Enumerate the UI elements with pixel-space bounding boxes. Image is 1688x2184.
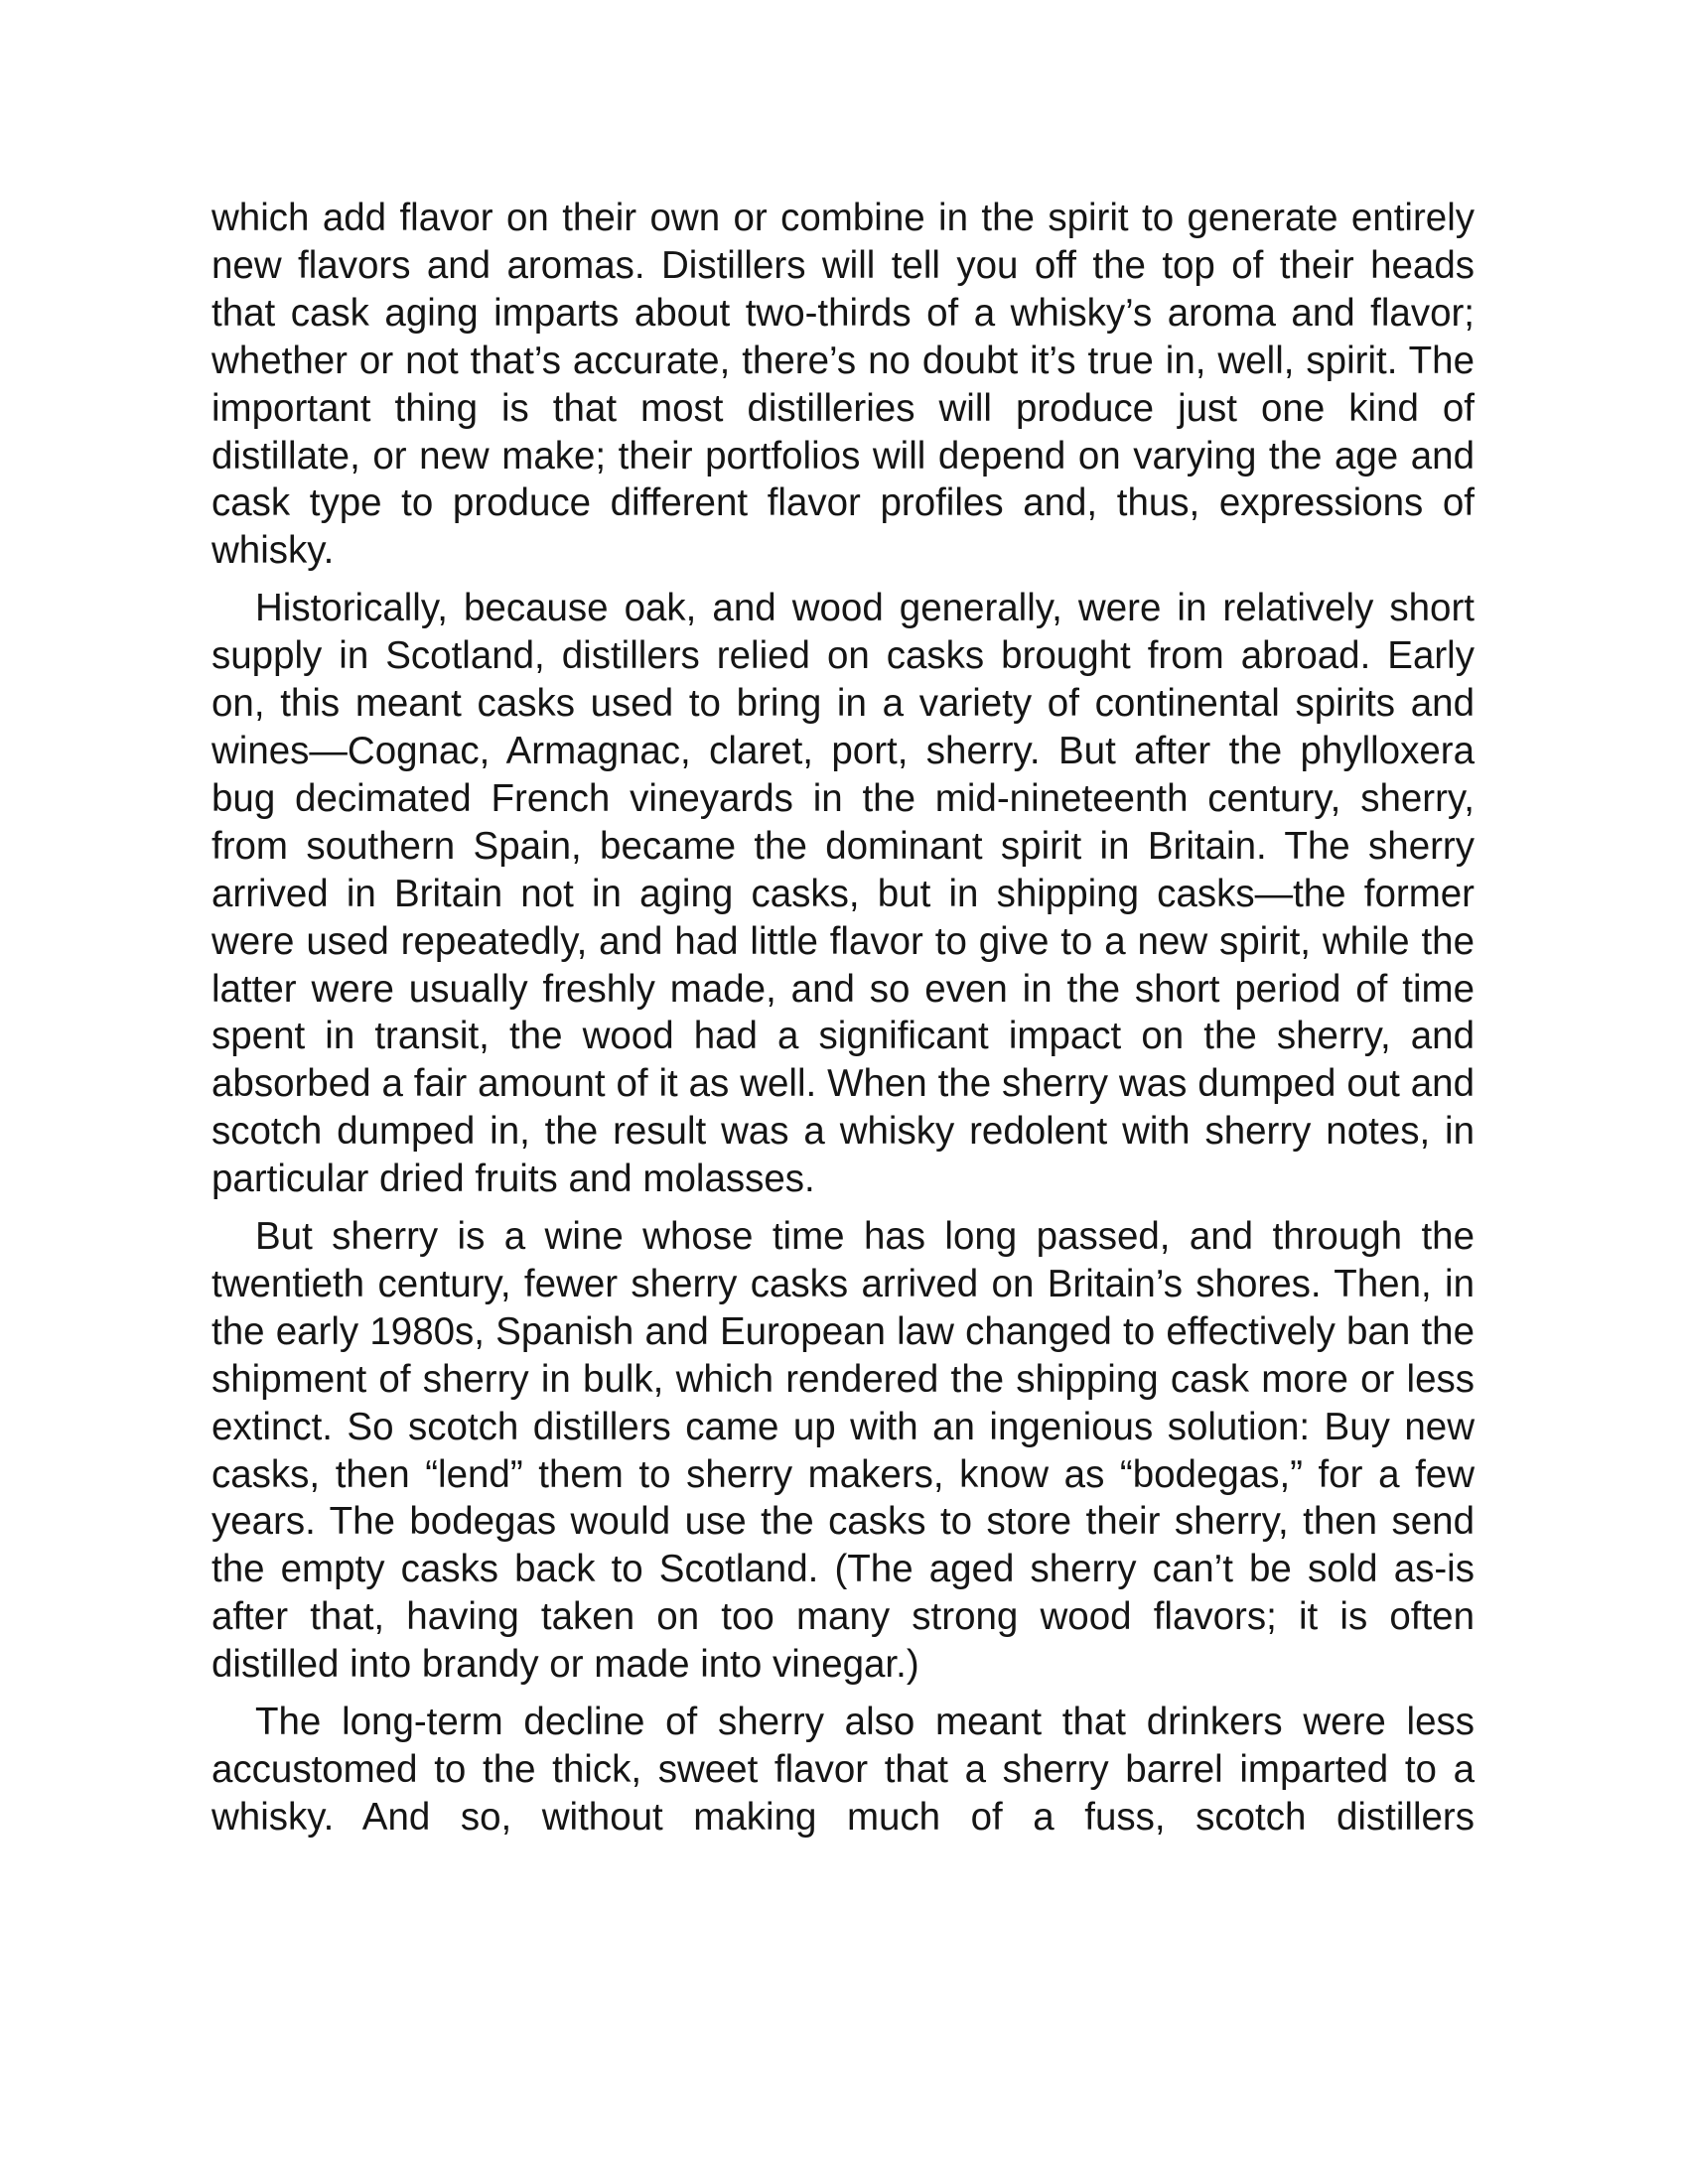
page-body: [211, 195, 1475, 1851]
paragraph-3: But sherry is a wine whose time has long passed, and through the twentieth century, fewer sherry casks arrived on Britain’s shores. Then, in the early 1980s, Spanish and European law changed to effectively ban the shipment of sherry in bulk, which rendered the shipping cask more or less extinct. So scotch distillers came up with an ingenious solution: Buy new casks, then “lend” them to sherry makers, know as “bodegas,” for a few years. The bodegas would use the casks to store their sherry, then send the empty casks back to Scotland. (The aged sherry can’t be sold as-is after that, having taken on too many strong wood flavors; it is often distilled into brandy or made into vinegar.): [211, 1215, 1475, 1687]
paragraph-2: Historically, because oak, and wood generally, were in relatively short supply in Scotland, distillers relied on casks brought from abroad. Early on, this meant casks used to bring in a variety of continental spirits and wines—Cognac, Armagnac, claret, port, sherry. But after the phylloxera bug decimated French vineyards in the mid-nineteenth century, sherry, from southern Spain, became the dominant spirit in Britain. The sherry arrived in Britain not in aging casks, but in shipping casks—the former were used repeatedly, and had little flavor to give to a new spirit, while the latter were usually freshly made, and so even in the short period of time spent in transit, the wood had a significant impact on the sherry, and absorbed a fair amount of it as well. When the sherry was dumped out and scotch dumped in, the result was a whisky redolent with sherry notes, in particular dried fruits and molasses.: [211, 587, 1475, 1201]
paragraph-1: which add flavor on their own or combine in the spirit to generate entirely new flavors and aromas. Distillers will tell you off the top of their heads that cask aging imparts about two-thirds of a whisky’s aroma and flavor; whether or not that’s accurate, there’s no doubt it’s true in, well, spirit. The important thing is that most distilleries will produce just one kind of distillate, or new make; their portfolios will depend on varying the age and cask type to produce different flavor profiles and, thus, expressions of whisky.: [211, 197, 1475, 573]
paragraph-4: The long-term decline of sherry also meant that drinkers were less accustomed to the thick, sweet flavor that a sherry barrel imparted to a whisky. And so, without making much of a fuss, scotch distillers: [211, 1701, 1475, 1839]
